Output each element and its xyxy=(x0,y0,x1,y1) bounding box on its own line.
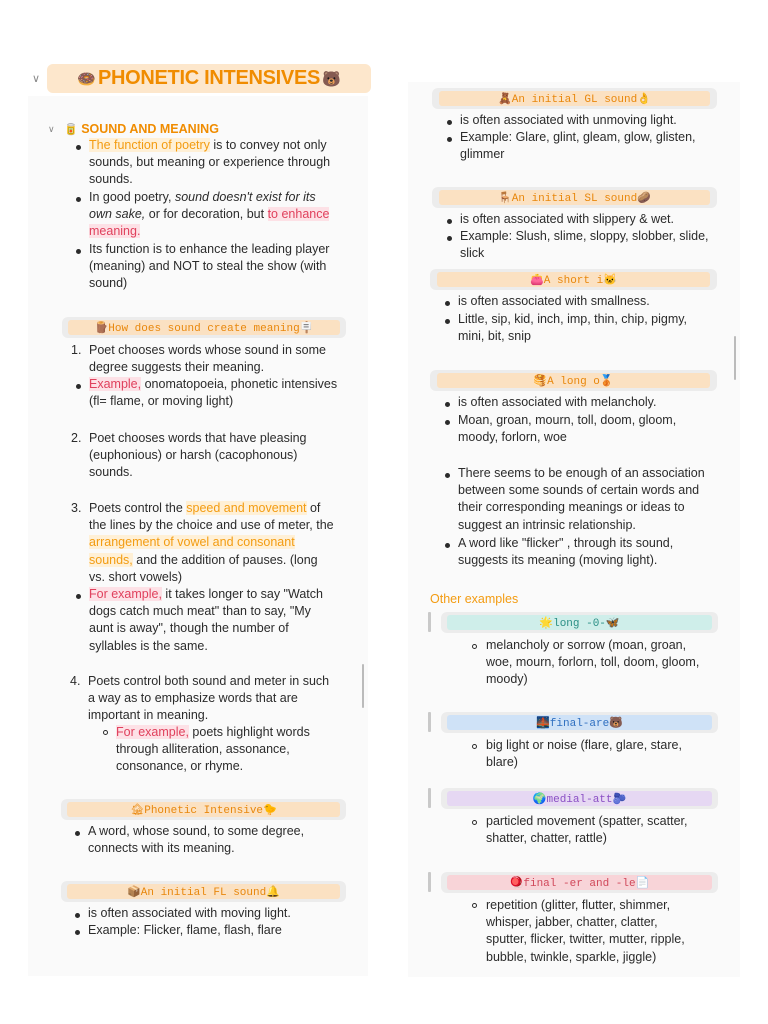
text: dogs catch much meat" than to say, "My xyxy=(89,604,311,619)
list-item xyxy=(458,535,673,569)
text: mini, bit, snip xyxy=(458,329,531,344)
list-item xyxy=(88,905,291,922)
bullet xyxy=(76,197,81,202)
text: poets highlight words xyxy=(188,725,310,739)
sub-bullet xyxy=(472,903,477,908)
list-item xyxy=(460,129,696,163)
italic-text: own sake, xyxy=(89,207,146,222)
text: moody) xyxy=(486,672,528,687)
sub-bullet xyxy=(472,644,477,649)
text: onomatopoeia, phonetic intensives xyxy=(141,377,338,391)
text: is to convey not only xyxy=(209,138,327,152)
scrollbar[interactable] xyxy=(734,336,736,380)
list-item xyxy=(88,823,304,857)
quote-bar xyxy=(428,712,431,732)
text: Its function is to enhance the leading player xyxy=(89,242,330,256)
toggle-final-are[interactable] xyxy=(441,712,718,733)
pill-label: 🪑An initial SL sound🥔 xyxy=(439,190,710,205)
section-heading-text: SOUND AND MEANING xyxy=(81,122,219,136)
list-item xyxy=(458,412,676,446)
text: between some sounds of certain words and xyxy=(458,483,700,498)
list-item xyxy=(460,211,674,228)
toggle-short-i[interactable] xyxy=(430,269,717,290)
text: (euphonious) or harsh (cacophonous) xyxy=(89,448,298,463)
list-item xyxy=(89,376,337,410)
text: aunt is away", though the number of xyxy=(89,621,289,636)
text: Poet chooses words whose sound in some xyxy=(89,343,326,357)
toggle-long-oo[interactable] xyxy=(441,612,718,633)
list-item xyxy=(89,430,307,482)
donut-icon: 🍩 xyxy=(77,70,96,88)
pill-label: 🪵How does sound create meaning🪧 xyxy=(68,320,340,335)
text: suggest an intrinsic relationship. xyxy=(458,517,636,532)
list-item xyxy=(486,897,685,966)
text: degree suggests their meaning. xyxy=(89,360,265,375)
text: glimmer xyxy=(460,147,505,162)
bullet xyxy=(76,384,81,389)
list-item xyxy=(89,586,323,655)
toggle-phonetic-intensive[interactable] xyxy=(61,799,346,820)
bullet xyxy=(445,473,450,478)
list-item xyxy=(458,293,650,310)
list-number: 1. xyxy=(71,343,82,357)
bullet xyxy=(447,137,452,142)
collapse-chevron-icon[interactable]: ∨ xyxy=(32,73,41,85)
list-item xyxy=(460,228,709,262)
highlight: meaning. xyxy=(89,224,141,239)
bullet xyxy=(447,120,452,125)
pill-label: 🏚Phonetic Intensive🐤 xyxy=(67,802,340,817)
bullet xyxy=(76,145,81,150)
list-item xyxy=(89,241,329,293)
toggle-medial-att[interactable] xyxy=(441,788,718,809)
pill-label: 🌟long -0-🦋 xyxy=(447,615,712,630)
text: of xyxy=(306,501,321,515)
pill-label: 🌍medial-att🫐 xyxy=(447,791,712,806)
text: sputter, flicker, twitter, mutter, ripple, xyxy=(486,932,685,947)
other-examples-heading: Other examples xyxy=(430,592,519,606)
text: Example: Glare, glint, gleam, glow, glisten, xyxy=(460,130,696,144)
text: big light or noise (flare, glare, stare, xyxy=(486,738,682,752)
list-number: 3. xyxy=(71,501,82,515)
text: consonance, or rhyme. xyxy=(116,759,244,774)
section-chevron-icon[interactable]: ∨ xyxy=(48,124,55,134)
page-title-text: PHONETIC INTENSIVES xyxy=(97,67,321,89)
bullet xyxy=(445,402,450,407)
pill-label: 🧸An initial GL sound👌 xyxy=(439,91,710,106)
bullet xyxy=(75,831,80,836)
toggle-how-sound-creates-meaning[interactable] xyxy=(62,317,346,338)
text: vs. short vowels) xyxy=(89,569,183,584)
text: A word like "flicker" , through its sound, xyxy=(458,536,674,550)
text: melancholy or sorrow (moan, groan, xyxy=(486,638,687,652)
text: is often associated with melancholy. xyxy=(458,395,657,409)
bullet xyxy=(447,219,452,224)
bullet xyxy=(75,930,80,935)
text: (meaning) and NOT to steal the show (with xyxy=(89,259,327,274)
text: the lines by the choice and use of meter, the xyxy=(89,518,334,533)
text: connects with its meaning. xyxy=(88,841,235,856)
text: a way as to emphasize words that are xyxy=(88,691,298,706)
italic-text: sound doesn't exist for its xyxy=(174,190,316,204)
highlight: speed and movement xyxy=(186,501,307,515)
text: through alliteration, assonance, xyxy=(116,742,290,757)
text: is often associated with moving light. xyxy=(88,906,291,920)
text: There seems to be enough of an association xyxy=(458,466,705,480)
list-item xyxy=(89,189,329,241)
text: Poet chooses words that have pleasing xyxy=(89,431,307,445)
list-item xyxy=(89,342,326,376)
text: moody, forlorn, woe xyxy=(458,430,567,445)
list-item xyxy=(486,813,687,847)
text: (fl= flame, or moving light) xyxy=(89,394,234,409)
toggle-initial-sl-sound[interactable] xyxy=(432,187,717,208)
text: woe, mourn, forlorn, toll, doom, gloom, xyxy=(486,655,700,670)
text: repetition (glitter, flutter, shimmer, xyxy=(486,898,671,912)
text: or for decoration, but xyxy=(145,207,268,222)
text: syllables is the same. xyxy=(89,638,208,653)
pill-label: 🪀final -er and -le📄 xyxy=(447,875,712,890)
bullet xyxy=(445,420,450,425)
bullet xyxy=(76,249,81,254)
text: is often associated with smallness. xyxy=(458,294,650,308)
text: blare) xyxy=(486,755,518,770)
list-number: 4. xyxy=(70,674,81,688)
text: In good poetry, xyxy=(89,190,175,204)
bear-icon: 🐻 xyxy=(322,70,341,88)
text: slick xyxy=(460,246,485,261)
list-item xyxy=(460,112,677,129)
bullet xyxy=(447,236,452,241)
toggle-long-o[interactable] xyxy=(430,370,717,391)
list-item xyxy=(89,500,334,586)
text: and the addition of pauses. (long xyxy=(132,552,318,567)
sub-bullet xyxy=(103,730,108,735)
bullet xyxy=(445,301,450,306)
quote-bar xyxy=(428,872,431,892)
text: Little, sip, kid, inch, imp, thin, chip, pigmy, xyxy=(458,312,688,326)
text: particled movement (spatter, scatter, xyxy=(486,814,688,828)
sub-bullet xyxy=(472,820,477,825)
pill-label: 👛A short i🐱 xyxy=(437,272,710,287)
pill-label: 📦An initial FL sound🔔 xyxy=(67,884,340,899)
list-item xyxy=(486,737,682,771)
list-item xyxy=(89,137,330,189)
text: Example: Slush, slime, sloppy, slobber, slide, xyxy=(460,229,709,243)
toggle-final-er-le[interactable] xyxy=(441,872,718,893)
list-item xyxy=(88,922,282,939)
scrollbar[interactable] xyxy=(362,664,364,708)
bullet xyxy=(445,319,450,324)
text: sounds. xyxy=(89,465,133,480)
can-icon: 🥫 xyxy=(64,124,78,136)
highlight: arrangement of vowel and consonant xyxy=(89,535,295,550)
pill-label: 🌉final-are🐻 xyxy=(447,715,712,730)
text: important in meaning. xyxy=(88,708,209,723)
text: Poets control the xyxy=(89,501,187,515)
list-item xyxy=(458,394,656,411)
list-item xyxy=(486,637,699,689)
bullet xyxy=(445,543,450,548)
sub-bullet xyxy=(472,744,477,749)
toggle-initial-gl-sound[interactable] xyxy=(432,88,717,109)
page-title xyxy=(47,64,371,93)
text: sound) xyxy=(89,276,128,291)
quote-bar xyxy=(428,788,431,808)
list-item xyxy=(116,724,310,776)
text: their corresponding meanings or ideas to xyxy=(458,500,685,515)
bullet xyxy=(76,594,81,599)
list-item xyxy=(88,673,329,725)
list-item xyxy=(458,465,705,534)
text: is often associated with unmoving light. xyxy=(460,113,677,127)
highlight: For example, xyxy=(116,725,189,739)
text: shatter, chatter, rattle) xyxy=(486,831,607,846)
text: Poets control both sound and meter in such xyxy=(88,674,330,688)
text: whisper, jabber, chatter, clatter, xyxy=(486,915,658,930)
bullet xyxy=(75,913,80,918)
highlight: sounds, xyxy=(89,552,133,567)
highlight: Example, xyxy=(89,377,142,391)
text: is often associated with slippery & wet. xyxy=(460,212,674,226)
text: sounds. xyxy=(89,172,133,187)
text: it takes longer to say "Watch xyxy=(161,587,323,601)
highlight: For example, xyxy=(89,587,162,601)
highlight: The function of poetry xyxy=(89,138,210,152)
pill-label: 🥞A long o🥉 xyxy=(437,373,710,388)
text: bubble, twinkle, sparkle, jiggle) xyxy=(486,949,657,964)
text: sounds, but meaning or experience through xyxy=(89,155,331,170)
section-heading xyxy=(64,122,219,136)
text: Moan, groan, mourn, toll, doom, gloom, xyxy=(458,413,677,427)
list-number: 2. xyxy=(71,431,82,445)
text: A word, whose sound, to some degree, xyxy=(88,824,305,838)
list-item xyxy=(458,311,687,345)
toggle-initial-fl-sound[interactable] xyxy=(61,881,346,902)
highlight: to enhance xyxy=(267,207,330,222)
text: suggests its meaning (moving light). xyxy=(458,553,658,568)
quote-bar xyxy=(428,612,431,632)
text: Example: Flicker, flame, flash, flare xyxy=(88,923,282,937)
